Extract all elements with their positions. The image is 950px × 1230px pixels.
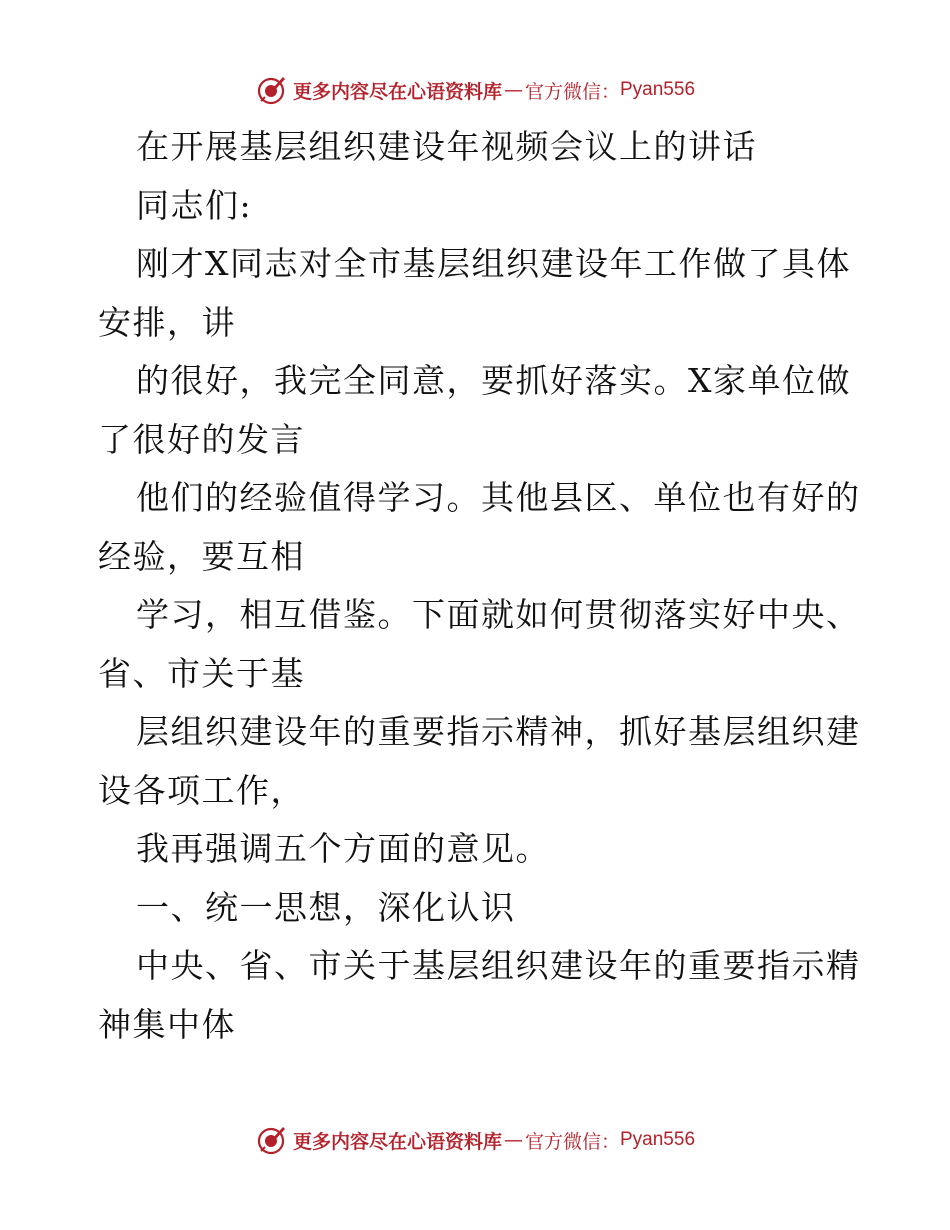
- quill-seal-icon: [255, 74, 287, 106]
- banner-separator: —: [503, 79, 523, 101]
- document-body: [98, 118, 861, 1054]
- banner-wechat-id: Pyan556: [620, 1129, 696, 1150]
- banner-title: 更多内容尽在心语资料库: [292, 80, 502, 103]
- document-title: 在开展基层组织建设年视频会议上的讲话: [136, 127, 757, 166]
- paragraph-line: 层组织建设年的重要指示精神，抓好基层组织建: [136, 712, 861, 751]
- paragraph-line: 中央、省、市关于基层组织建设年的重要指示精: [136, 946, 861, 985]
- quill-seal-icon: [255, 1124, 287, 1156]
- paragraph-line: 省、市关于基: [98, 653, 305, 693]
- paragraph-line: 的很好，我完全同意，要抓好落实。X家单位做: [136, 361, 851, 400]
- paragraph-line: 学习，相互借鉴。下面就如何贯彻落实好中央、: [136, 595, 861, 634]
- paragraph-line: 我再强调五个方面的意见。: [136, 829, 550, 868]
- paragraph-line: 设各项工作，: [98, 770, 305, 810]
- salutation: 同志们:: [136, 185, 253, 225]
- paragraph-line: 安排，讲: [98, 302, 236, 342]
- section-heading: 一、统一思想，深化认识: [136, 887, 516, 927]
- paragraph-line: 了很好的发言: [98, 419, 305, 459]
- banner-wechat-label: 官方微信：: [524, 80, 620, 103]
- footer-banner: [0, 1120, 950, 1160]
- paragraph-line: 刚才X同志对全市基层组织建设年工作做了具体: [136, 244, 851, 283]
- banner-wechat-label: 官方微信：: [524, 1130, 620, 1153]
- paragraph-line: 他们的经验值得学习。其他县区、单位也有好的: [136, 478, 861, 517]
- paragraph-line: 神集中体: [98, 1004, 236, 1044]
- banner-title: 更多内容尽在心语资料库: [292, 1130, 502, 1153]
- banner-wechat-id: Pyan556: [620, 79, 696, 100]
- banner-separator: —: [503, 1129, 523, 1151]
- header-banner: [0, 70, 950, 110]
- paragraph-line: 经验，要互相: [98, 536, 305, 576]
